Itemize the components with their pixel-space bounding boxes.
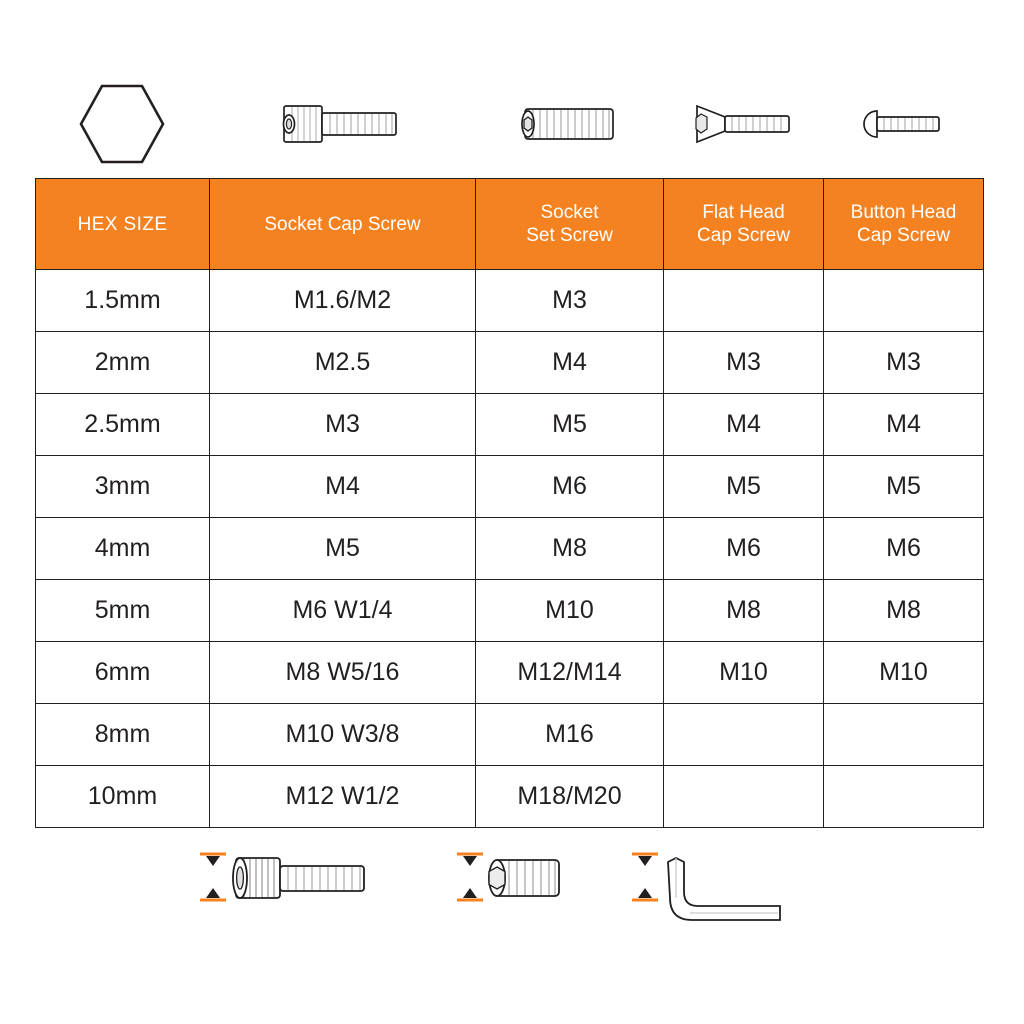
measure-marker-bottom xyxy=(457,888,483,900)
hex-key-measure-diagram xyxy=(630,840,860,944)
cell-flat-head xyxy=(664,704,824,766)
socket-cap-screw-measure-diagram xyxy=(190,840,390,944)
socket-set-screw-icon xyxy=(475,78,663,170)
cell-socket-set: M10 xyxy=(476,580,664,642)
cell-socket-set: M8 xyxy=(476,518,664,580)
hex-size-spec-table xyxy=(35,178,984,828)
cell-hex-size: 4mm xyxy=(36,518,210,580)
flat-head-cap-screw-icon xyxy=(663,78,823,170)
cell-hex-size: 2mm xyxy=(36,332,210,394)
table-row xyxy=(36,766,984,828)
cell-flat-head: M4 xyxy=(664,394,824,456)
cell-socket-cap: M3 xyxy=(210,394,476,456)
cell-socket-cap: M2.5 xyxy=(210,332,476,394)
header-line-1: Socket xyxy=(540,202,599,223)
cell-button-head: M8 xyxy=(824,580,984,642)
header-line-2: Set Screw xyxy=(526,225,613,246)
cell-flat-head: M5 xyxy=(664,456,824,518)
cell-hex-size: 1.5mm xyxy=(36,270,210,332)
cell-socket-cap: M8 W5/16 xyxy=(210,642,476,704)
cell-hex-size: 3mm xyxy=(36,456,210,518)
table-header-row xyxy=(36,179,984,270)
fastener-icon-strip xyxy=(35,78,983,170)
table-row xyxy=(36,518,984,580)
cell-socket-cap: M10 W3/8 xyxy=(210,704,476,766)
cell-button-head: M5 xyxy=(824,456,984,518)
table-row xyxy=(36,270,984,332)
cell-flat-head: M10 xyxy=(664,642,824,704)
table-row xyxy=(36,580,984,642)
cell-socket-set: M4 xyxy=(476,332,664,394)
header-line-1: Button Head xyxy=(850,202,957,223)
cell-flat-head xyxy=(664,766,824,828)
measure-marker-top xyxy=(457,854,483,866)
table-row xyxy=(36,704,984,766)
cell-socket-set: M16 xyxy=(476,704,664,766)
cell-button-head xyxy=(824,704,984,766)
cell-hex-size: 2.5mm xyxy=(36,394,210,456)
measure-marker-top xyxy=(632,854,658,866)
hexagon-outline-icon xyxy=(35,78,209,170)
cell-flat-head: M8 xyxy=(664,580,824,642)
table-row xyxy=(36,394,984,456)
cell-socket-cap: M1.6/M2 xyxy=(210,270,476,332)
column-header-button-head-cap-screw xyxy=(824,179,984,270)
cell-socket-cap: M4 xyxy=(210,456,476,518)
button-head-cap-screw-icon xyxy=(823,78,983,170)
table-row xyxy=(36,456,984,518)
cell-socket-set: M6 xyxy=(476,456,664,518)
cell-socket-cap: M6 W1/4 xyxy=(210,580,476,642)
column-header-flat-head-cap-screw xyxy=(664,179,824,270)
cell-hex-size: 8mm xyxy=(36,704,210,766)
measure-marker-bottom xyxy=(632,888,658,900)
cell-socket-cap: M5 xyxy=(210,518,476,580)
cell-socket-set: M5 xyxy=(476,394,664,456)
header-line-1: Flat Head xyxy=(702,202,785,223)
cell-flat-head: M3 xyxy=(664,332,824,394)
cell-button-head: M10 xyxy=(824,642,984,704)
cell-socket-set: M3 xyxy=(476,270,664,332)
header-line-2: Cap Screw xyxy=(697,225,790,246)
cell-hex-size: 10mm xyxy=(36,766,210,828)
table-row xyxy=(36,332,984,394)
cell-button-head: M6 xyxy=(824,518,984,580)
cell-hex-size: 6mm xyxy=(36,642,210,704)
measure-marker-bottom xyxy=(200,888,226,900)
cell-hex-size: 5mm xyxy=(36,580,210,642)
column-header-socket-cap-screw: Socket Cap Screw xyxy=(210,179,476,270)
measure-marker-top xyxy=(200,854,226,866)
cell-button-head xyxy=(824,766,984,828)
measurement-diagram-strip xyxy=(35,840,983,970)
cell-socket-set: M18/M20 xyxy=(476,766,664,828)
cell-button-head: M4 xyxy=(824,394,984,456)
cell-socket-cap: M12 W1/2 xyxy=(210,766,476,828)
cell-flat-head: M6 xyxy=(664,518,824,580)
header-line-2: Cap Screw xyxy=(857,225,950,246)
cell-socket-set: M12/M14 xyxy=(476,642,664,704)
cell-button-head xyxy=(824,270,984,332)
socket-cap-screw-icon xyxy=(209,78,475,170)
table-row xyxy=(36,642,984,704)
column-header-hex-size: HEX SIZE xyxy=(36,179,210,270)
column-header-socket-set-screw xyxy=(476,179,664,270)
socket-set-screw-measure-diagram xyxy=(455,840,585,944)
cell-flat-head xyxy=(664,270,824,332)
cell-button-head: M3 xyxy=(824,332,984,394)
